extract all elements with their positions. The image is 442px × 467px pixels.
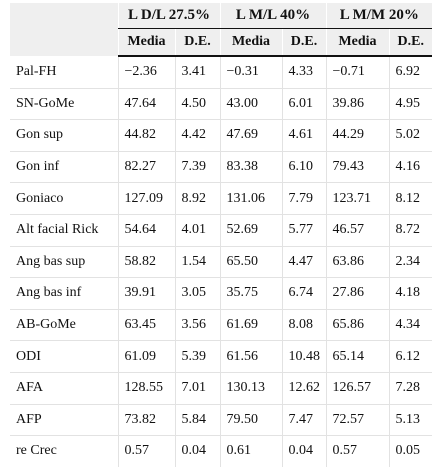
table-cell: 8.08 [282, 309, 326, 341]
table-cell: 63.86 [326, 246, 389, 278]
table-cell: 7.01 [175, 372, 220, 404]
table-cell: 46.57 [326, 214, 389, 246]
table-cell: 8.12 [389, 183, 432, 215]
table-cell: 61.09 [118, 341, 175, 373]
table-cell: 44.29 [326, 120, 389, 152]
table-cell: 4.47 [282, 246, 326, 278]
table-row [10, 56, 432, 88]
table-cell: 4.16 [389, 151, 432, 183]
table-row [10, 214, 432, 246]
row-label: AFP [10, 404, 118, 436]
table-cell: 73.82 [118, 404, 175, 436]
column-header: Media [326, 29, 389, 57]
table-cell: 79.43 [326, 151, 389, 183]
table-cell: 6.12 [389, 341, 432, 373]
table-cell: 65.14 [326, 341, 389, 373]
table-cell: 123.71 [326, 183, 389, 215]
table-cell: 4.50 [175, 88, 220, 120]
table-cell: −0.31 [220, 56, 282, 88]
table-cell: 10.48 [282, 341, 326, 373]
table-cell: 79.50 [220, 404, 282, 436]
row-label: Gon inf [10, 151, 118, 183]
table-cell: 0.05 [389, 436, 432, 467]
table-cell: 6.92 [389, 56, 432, 88]
table-cell: 5.02 [389, 120, 432, 152]
table-row [10, 183, 432, 215]
table-row [10, 88, 432, 120]
table-cell: 65.86 [326, 309, 389, 341]
table-row [10, 404, 432, 436]
column-header: D.E. [282, 29, 326, 57]
table-cell: 12.62 [282, 372, 326, 404]
table-cell: 131.06 [220, 183, 282, 215]
table-cell: 5.39 [175, 341, 220, 373]
table-cell: 39.86 [326, 88, 389, 120]
table-cell: 47.69 [220, 120, 282, 152]
table-body [10, 56, 432, 467]
table-cell: 4.18 [389, 278, 432, 310]
group-header-label: L D/L 27.5% [127, 7, 211, 23]
table-cell: 44.82 [118, 120, 175, 152]
table-cell: 63.45 [118, 309, 175, 341]
row-label: Ang bas inf [10, 278, 118, 310]
table-cell: 6.74 [282, 278, 326, 310]
table-row [10, 436, 432, 467]
table-cell: 4.01 [175, 214, 220, 246]
table-cell: 5.77 [282, 214, 326, 246]
table-cell: 6.10 [282, 151, 326, 183]
table-cell: 0.04 [282, 436, 326, 467]
table-cell: 4.42 [175, 120, 220, 152]
table-cell: 52.69 [220, 214, 282, 246]
row-label: Goniaco [10, 183, 118, 215]
table-cell: 47.64 [118, 88, 175, 120]
table-row [10, 341, 432, 373]
table-cell: 3.56 [175, 309, 220, 341]
table-cell: 43.00 [220, 88, 282, 120]
table-cell: 7.47 [282, 404, 326, 436]
table-cell: 3.41 [175, 56, 220, 88]
table-cell: 27.86 [326, 278, 389, 310]
row-label: Gon sup [10, 120, 118, 152]
table-cell: 7.79 [282, 183, 326, 215]
table-header [10, 3, 432, 56]
table-row [10, 309, 432, 341]
group-header-label: L M/M 20% [339, 7, 419, 23]
row-label: re Crec [16, 443, 57, 459]
table-cell: 83.38 [220, 151, 282, 183]
table-cell: 54.64 [118, 214, 175, 246]
table-cell: 58.82 [118, 246, 175, 278]
column-header: Media [220, 29, 282, 57]
table-cell: 4.34 [389, 309, 432, 341]
group-header-label: L M/L 40% [235, 7, 311, 23]
row-label: AFA [10, 372, 118, 404]
table-cell: 0.57 [326, 436, 389, 467]
column-header: D.E. [389, 29, 432, 57]
row-label: SN-GoMe [10, 88, 118, 120]
group-header [220, 3, 326, 29]
table-cell: 5.84 [175, 404, 220, 436]
table-cell: 0.57 [118, 436, 175, 467]
table-cell: 39.91 [118, 278, 175, 310]
data-table [10, 3, 432, 467]
table-row [10, 120, 432, 152]
table-cell: 7.39 [175, 151, 220, 183]
table-cell: 2.34 [389, 246, 432, 278]
table-cell: 61.69 [220, 309, 282, 341]
row-label: Pal-FH [10, 56, 118, 88]
row-label: Ang bas sup [10, 246, 118, 278]
table-cell: 0.61 [220, 436, 282, 467]
table-cell: 4.95 [389, 88, 432, 120]
group-header-row [10, 3, 432, 29]
table-row [10, 278, 432, 310]
table-cell: 82.27 [118, 151, 175, 183]
table-cell: 1.54 [175, 246, 220, 278]
group-header [118, 3, 220, 29]
table-cell: 61.56 [220, 341, 282, 373]
table-cell: 35.75 [220, 278, 282, 310]
table-cell: 130.13 [220, 372, 282, 404]
column-header: Media [118, 29, 175, 57]
table-cell: 5.13 [389, 404, 432, 436]
table-cell: 0.04 [175, 436, 220, 467]
table-cell: 72.57 [326, 404, 389, 436]
table-cell: 3.05 [175, 278, 220, 310]
table-cell: 65.50 [220, 246, 282, 278]
table-row [10, 151, 432, 183]
row-label: ODI [10, 341, 118, 373]
table-cell: 126.57 [326, 372, 389, 404]
table-cell: 128.55 [118, 372, 175, 404]
table-cell: 127.09 [118, 183, 175, 215]
row-label: AB-GoMe [10, 309, 118, 341]
table-row [10, 246, 432, 278]
group-header [326, 3, 432, 29]
table-cell: 6.01 [282, 88, 326, 120]
row-label: Alt facial Rick [10, 214, 118, 246]
table-cell: 4.33 [282, 56, 326, 88]
table-cell: 7.28 [389, 372, 432, 404]
corner-cell [10, 3, 118, 56]
table-row [10, 372, 432, 404]
column-header: D.E. [175, 29, 220, 57]
table-cell: 8.92 [175, 183, 220, 215]
table-cell: 8.72 [389, 214, 432, 246]
table-cell: −0.71 [326, 56, 389, 88]
data-table-container [10, 3, 432, 467]
table-cell: 4.61 [282, 120, 326, 152]
table-cell: −2.36 [118, 56, 175, 88]
